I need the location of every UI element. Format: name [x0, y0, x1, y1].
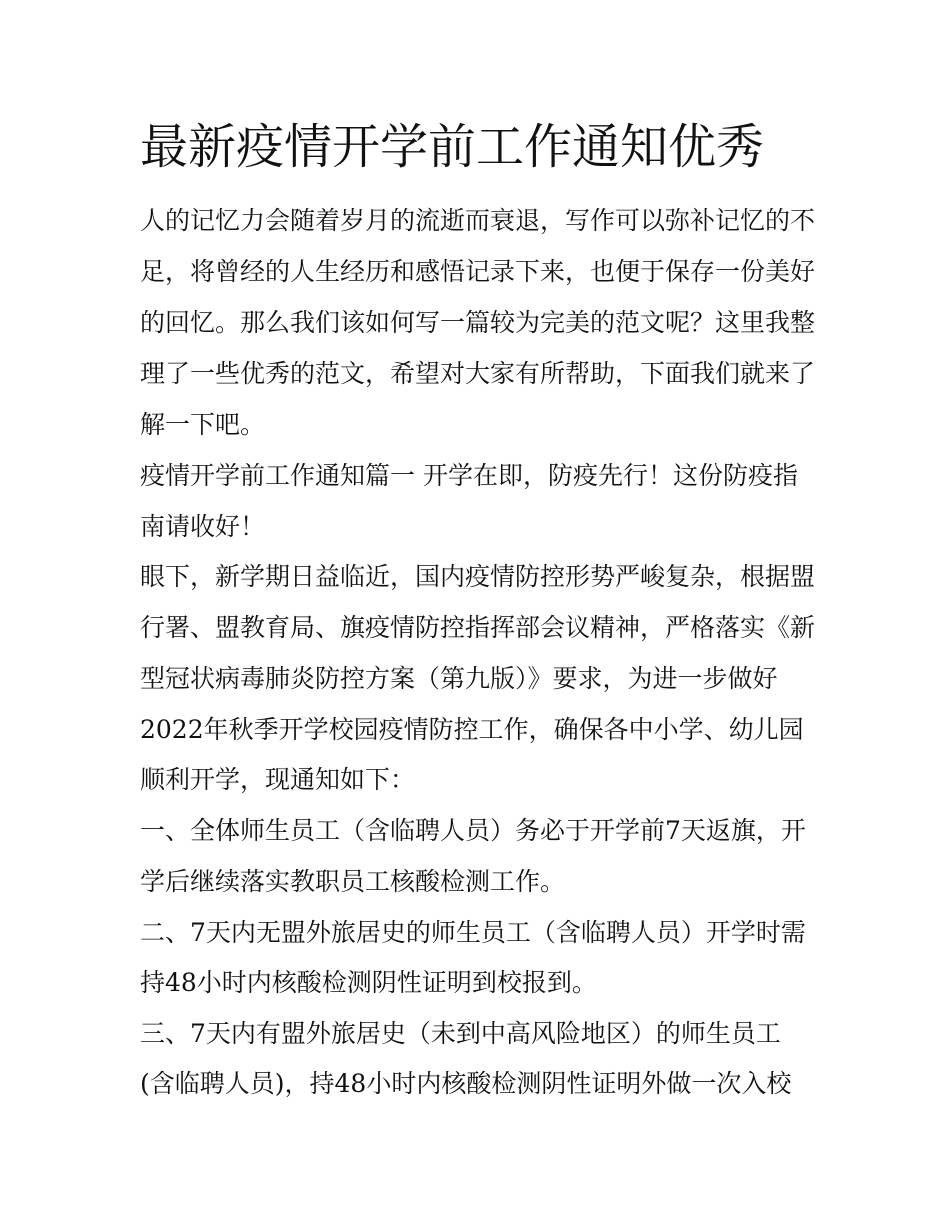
- paragraph-line-10: 型冠状病毒肺炎防控方案（第九版）》要求，为进一步做好: [140, 664, 778, 693]
- paragraph-line-8: 眼下，新学期日益临近，国内疫情防控形势严峻复杂，根据盟: [140, 562, 816, 591]
- document-title: 最新疫情开学前工作通知优秀: [140, 119, 765, 175]
- paragraph-line-6: 疫情开学前工作通知篇一 开学在即，防疫先行！这份防疫指: [140, 461, 798, 490]
- paragraph-line-7: 南请收好！: [140, 512, 266, 541]
- paragraph-line-15: 二、7天内无盟外旅居史的师生员工（含临聘人员）开学时需: [140, 918, 806, 947]
- paragraph-line-13: 一、全体师生员工（含临聘人员）务必于开学前7天返旗，开: [140, 816, 806, 845]
- paragraph-line-12: 顺利开学，现通知如下：: [140, 765, 416, 794]
- paragraph-line-2: 足，将曾经的人生经历和感悟记录下来，也便于保存一份美好: [140, 257, 816, 286]
- paragraph-line-14: 学后继续落实教职员工核酸检测工作。: [140, 867, 566, 896]
- paragraph-line-16: 持48小时内核酸检测阴性证明到校报到。: [140, 968, 597, 997]
- paragraph-line-1: 人的记忆力会随着岁月的流逝而衰退，写作可以弥补记忆的不: [140, 206, 816, 235]
- paragraph-line-17: 三、7天内有盟外旅居史（未到中高风险地区）的师生员工: [140, 1019, 781, 1048]
- paragraph-line-9: 行署、盟教育局、旗疫情防控指挥部会议精神，严格落实《新: [140, 613, 816, 642]
- paragraph-line-4: 理了一些优秀的范文，希望对大家有所帮助，下面我们就来了: [140, 359, 816, 388]
- paragraph-line-5: 解一下吧。: [140, 410, 266, 439]
- paragraph-line-18: (含临聘人员)，持48小时内核酸检测阴性证明外做一次入校: [140, 1069, 792, 1098]
- paragraph-line-11: 2022年秋季开学校园疫情防控工作，确保各中小学、幼儿园: [140, 715, 804, 744]
- paragraph-line-3: 的回忆。那么我们该如何写一篇较为完美的范文呢？这里我整: [140, 308, 816, 337]
